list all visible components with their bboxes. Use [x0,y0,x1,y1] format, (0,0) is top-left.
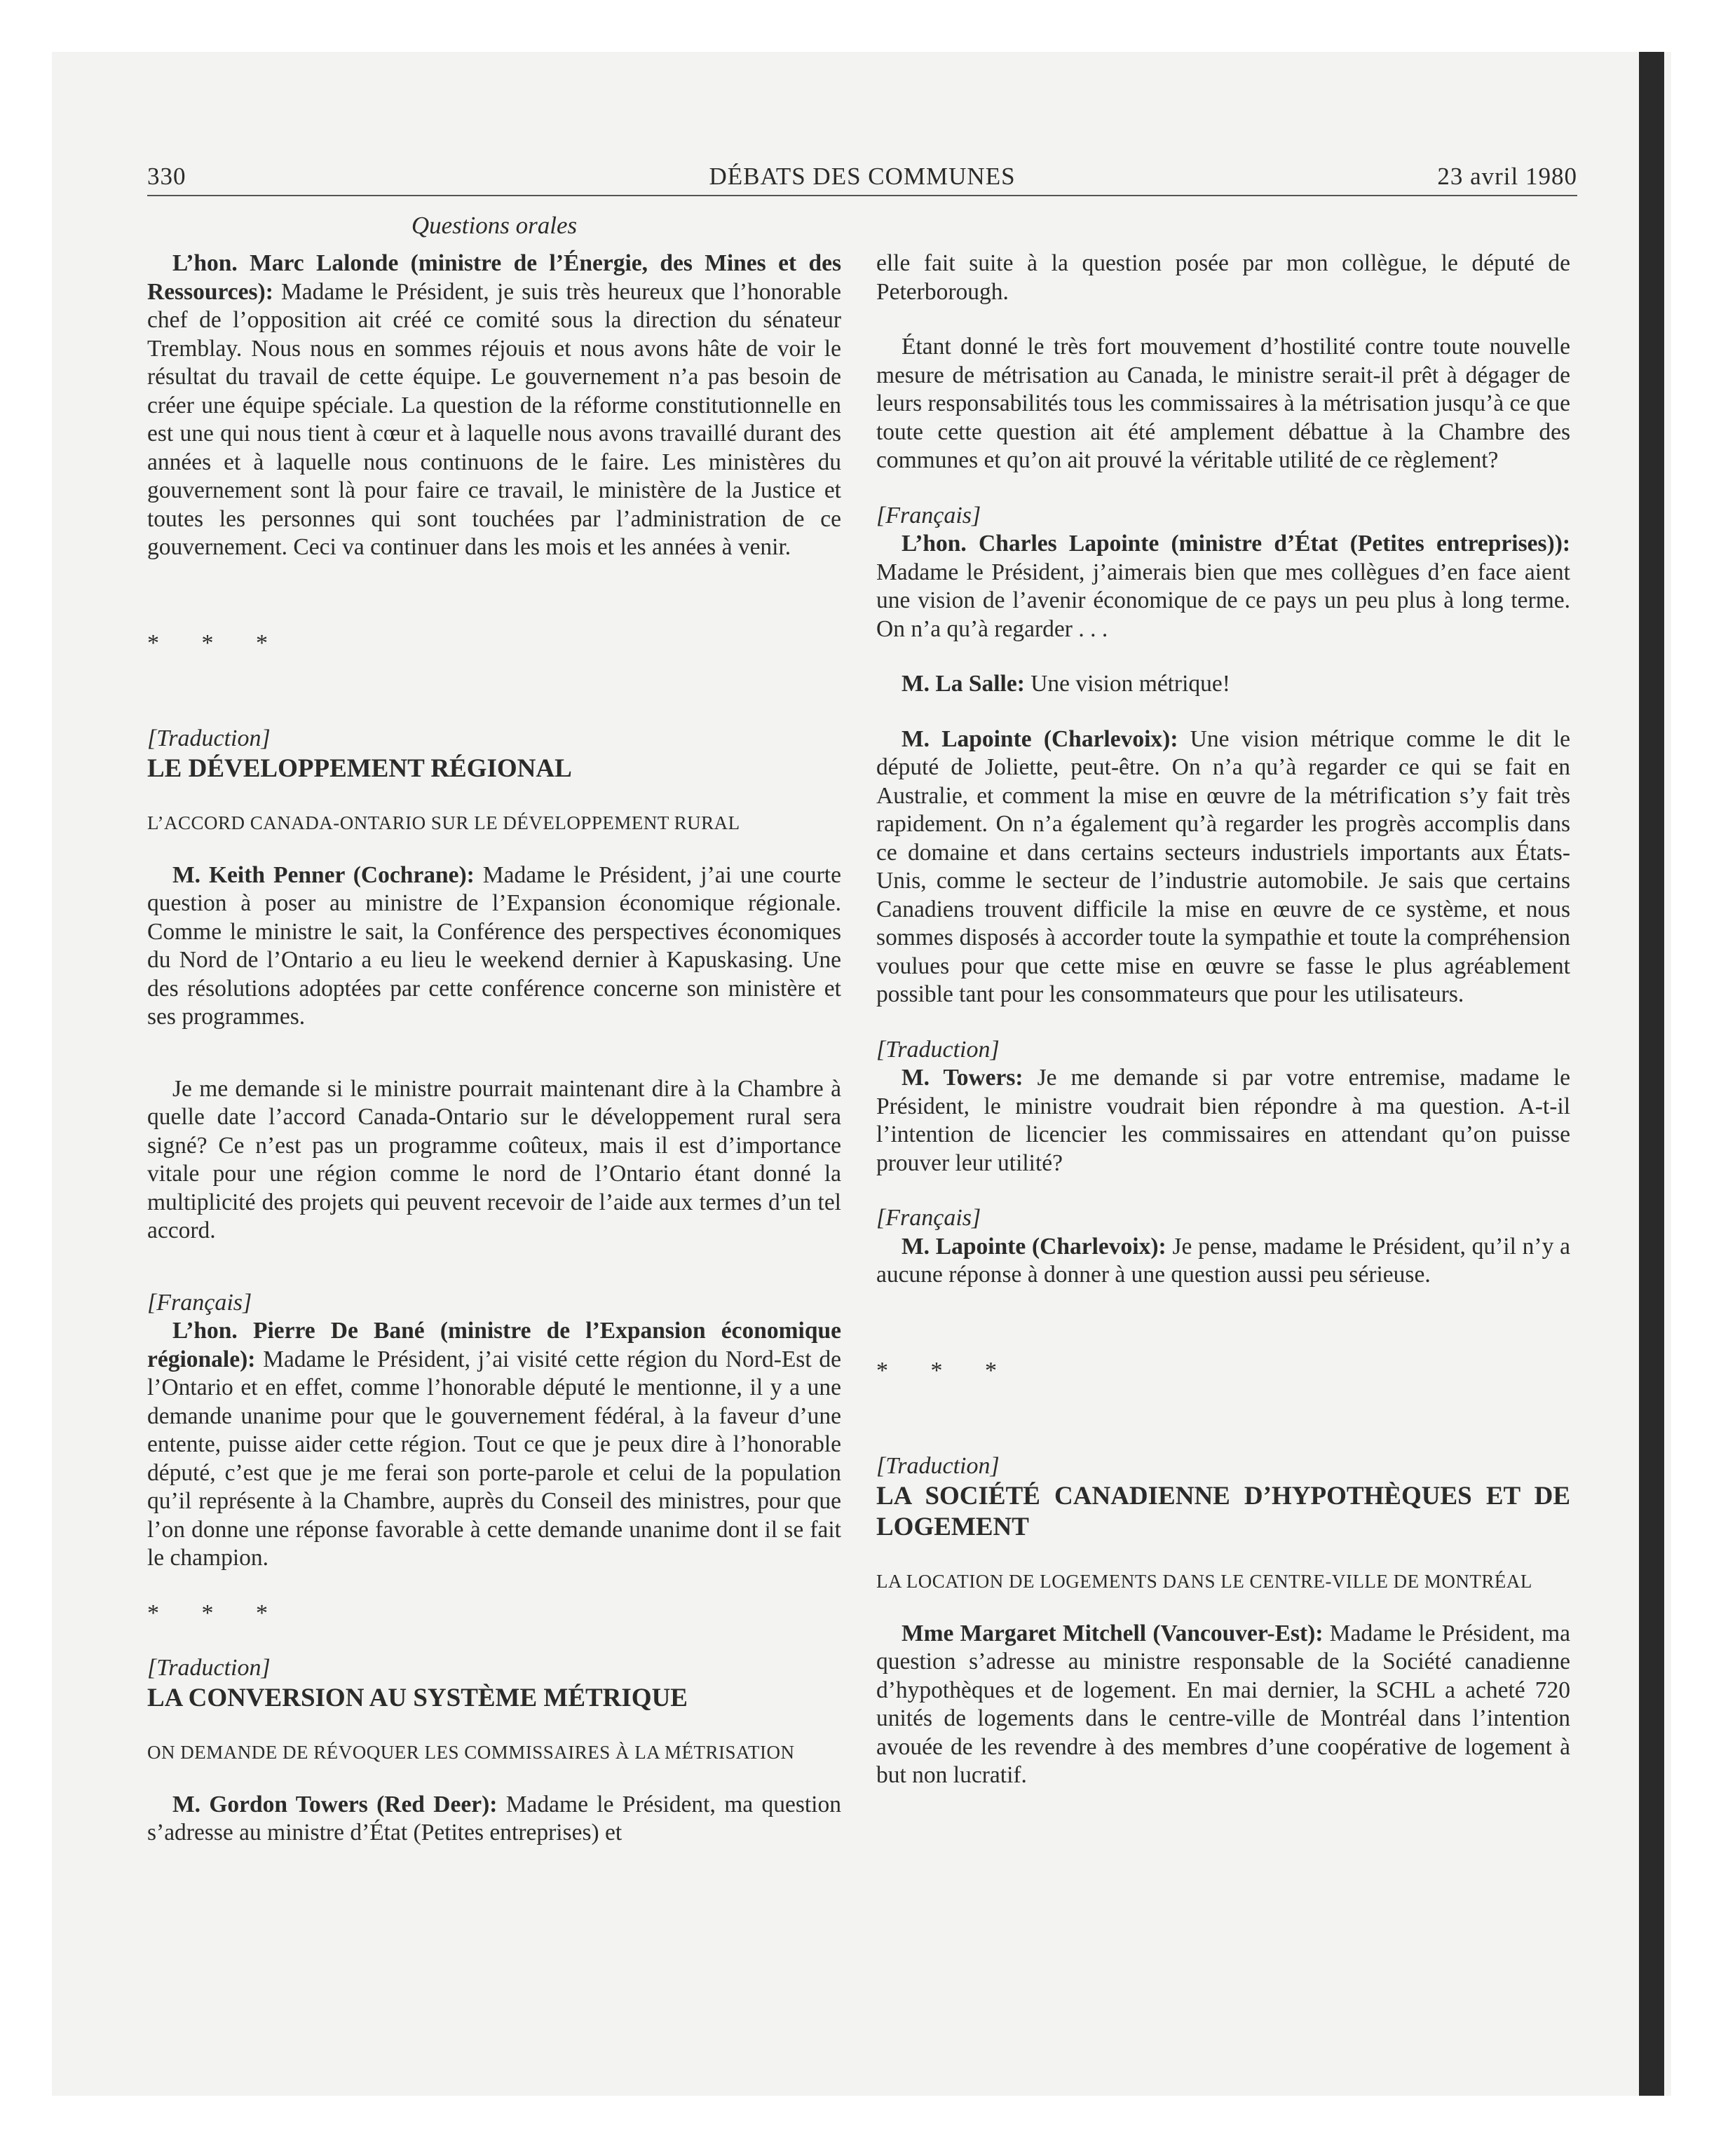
speech-text: Madame le Président, j’ai visité cette région du Nord-Est de l’Ontario et en effet, comme l’honorable député le mentionne, il y a une demande unanime pour que le gouvernement fédéral, à la faveur d’une entente, puisse aider cette région. Tout ce que je peux dire à l’honorable député, c’est que je me ferai son porte-parole et celui de la population qu’il représente à la Chambre, auprès du Conseil des ministres, pour que l’on donne une réponse favorable à cette demande unanime dont il se fait le champion. [147,1346,841,1571]
section-heading: LA SOCIÉTÉ CANADIENNE D’HYPOTHÈQUES ET DE LOGEMENT [876,1481,1570,1541]
paragraph [876,1620,1570,1790]
paragraph [876,670,1570,699]
paragraph [147,1791,841,1848]
speech-text: Je me demande si par votre entremise, madame le Président, le ministre voudrait bien répondre à ma question. A-t-il l’intention de licencier les commissaires en attendant qu’on puisse prouver leur utilité? [876,1065,1570,1176]
paragraph: Étant donné le très fort mouvement d’hostilité contre toute nouvelle mesure de métrisation au Canada, le ministre serait-il prêt à dégager de leurs responsabilités tous les commissaires à la métrisation jusqu’à ce que toute cette question ait été amplement débattue à la Chambre des communes et qu’on ait prouvé la véritable utilité de ce règlement? [876,334,1570,473]
scan-edge-shadow [1639,52,1664,2096]
paragraph [876,725,1570,1009]
speaker-name: Mme Margaret Mitchell (Vancouver-Est): [901,1620,1324,1646]
section-subheading: ON DEMANDE DE RÉVOQUER LES COMMISSAIRES À LA MÉTRISATION [147,1741,795,1763]
speaker-name: M. La Salle: [901,671,1025,697]
publication-title: DÉBATS DES COMMUNES [709,163,1016,190]
header-rule [147,195,1577,196]
section-label: Questions orales [411,212,578,239]
speech-text: Madame le Président, j’ai une courte question à poser au ministre de l’Expansion économique régionale. Comme le ministre le sait, la Conférence des perspectives économiques du Nord de l’Ontario a eu lieu le weekend dernier à Kapuskasing. Une des résolutions adoptées par cette conférence concerne son ministère et ses programmes. [147,861,841,1030]
section-subheading: L’ACCORD CANADA-ONTARIO SUR LE DÉVELOPPEMENT RURAL [147,812,740,833]
speaker-name: M. Lapointe (Charlevoix): [901,725,1178,752]
speaker-name: L’hon. Charles Lapointe (ministre d’État (Petites entreprises)): [901,531,1570,557]
section-separator: * * * [876,1357,1015,1384]
speech-text: Madame le Président, je suis très heureux que l’honorable chef de l’opposition ait créé ce comité sous la direction du sénateur Tremblay. Nous nous en sommes réjouis et nous avons hâte de voir le résultat du travail de cette équipe. Le gouvernement n’a pas besoin de créer une équipe spéciale. La question de la réforme constitutionnelle en est une qui nous tient à cœur et à laquelle nous avons travaillé durant des années et à laquelle nous continuons de le faire. Les ministères du gouvernement sont là pour faire ce travail, le ministère de la Justice et toutes les personnes qui sont touchées par l’administration de ce gouvernement. Ceci va continuer dans les mois et les années à venir. [147,278,841,560]
speech-text: Une vision métrique! [1024,671,1230,697]
section-separator: * * * [147,1599,286,1626]
speaker-name: L’hon. Marc Lalonde (ministre de l’Énergie, des Mines et des Ressources): [147,250,841,305]
paragraph: elle fait suite à la question posée par mon collègue, le député de Peterborough. [876,250,1570,305]
speaker-name: L’hon. Pierre De Bané (ministre de l’Expansion économique régionale): [147,1318,841,1372]
language-tag: [Traduction] [876,1036,1000,1063]
paragraph [876,1064,1570,1178]
speaker-name: M. Gordon Towers (Red Deer): [172,1791,498,1817]
speaker-name: M. Lapointe (Charlevoix): [901,1233,1166,1260]
language-tag: [Français] [876,502,981,528]
paragraph [147,1317,841,1573]
section-separator: * * * [147,629,286,656]
right-column [876,250,1570,1790]
paragraph [876,530,1570,643]
language-tag: [Traduction] [147,725,271,751]
section-subheading: LA LOCATION DE LOGEMENTS DANS LE CENTRE-VILLE DE MONTRÉAL [876,1570,1532,1592]
speech-text: Madame le Président, j’aimerais bien que mes collègues d’en face aient une vision de l’avenir économique de ce pays un peu plus à long terme. On n’a qu’à regarder . . . [876,559,1570,642]
speaker-name: M. Towers: [901,1065,1023,1091]
section-heading: LA CONVERSION AU SYSTÈME MÉTRIQUE [147,1683,688,1712]
left-column [147,250,841,1848]
speech-text: Je pense, madame le Président, qu’il n’y a aucune réponse à donner à une question aussi peu sérieuse. [876,1233,1570,1288]
section-heading: LE DÉVELOPPEMENT RÉGIONAL [147,753,572,783]
paragraph [876,1233,1570,1290]
speech-text: Madame le Président, ma question s’adresse au ministre d’État (Petites entreprises) et [147,1791,841,1845]
publication-date: 23 avril 1980 [1437,163,1577,190]
page-number: 330 [147,163,186,190]
speech-text: Madame le Président, ma question s’adresse au ministre responsable de la Société canadienne d’hypothèques et de logement. En mai dernier, la SCHL a acheté 720 unités de logements dans le centre-ville de Montréal dans l’intention avouée de les revendre à des membres d’une coopérative de logement à but non lucratif. [876,1620,1570,1788]
language-tag: [Traduction] [876,1453,1000,1479]
speech-text: Une vision métrique comme le dit le député de Joliette, peut-être. On n’a qu’à regarder ce qui se fait en Australie, et comment la mise en œuvre de la métrification s’y fait très rapidement. On n’a également qu’à regarder les progrès accomplis dans ce domaine et dans certains secteurs industriels importants aux États-Unis, comme le secteur de l’industrie automobile. Je sais que certains Canadiens trouvent difficile la mise en œuvre de ce système, et nous sommes disposés à accorder toute la sympathie et toute la compréhension voulues pour que cette mise en œuvre se fasse le plus agréablement possible tant pour les consommateurs que pour les utilisateurs. [876,725,1570,1007]
language-tag: [Traduction] [147,1655,271,1681]
paragraph: Je me demande si le ministre pourrait maintenant dire à la Chambre à quelle date l’accord Canada-Ontario sur le développement rural sera signé? Ce n’est pas un programme coûteux, mais il est d’importance vitale pour une région comme le nord de l’Ontario étant donné la multiplicité des projets qui peuvent recevoir de l’aide aux termes d’un tel accord. [147,1075,841,1243]
language-tag: [Français] [876,1205,981,1231]
language-tag: [Français] [147,1289,252,1316]
paragraph [147,250,841,562]
speaker-name: M. Keith Penner (Cochrane): [172,861,475,888]
paragraph [147,861,841,1032]
